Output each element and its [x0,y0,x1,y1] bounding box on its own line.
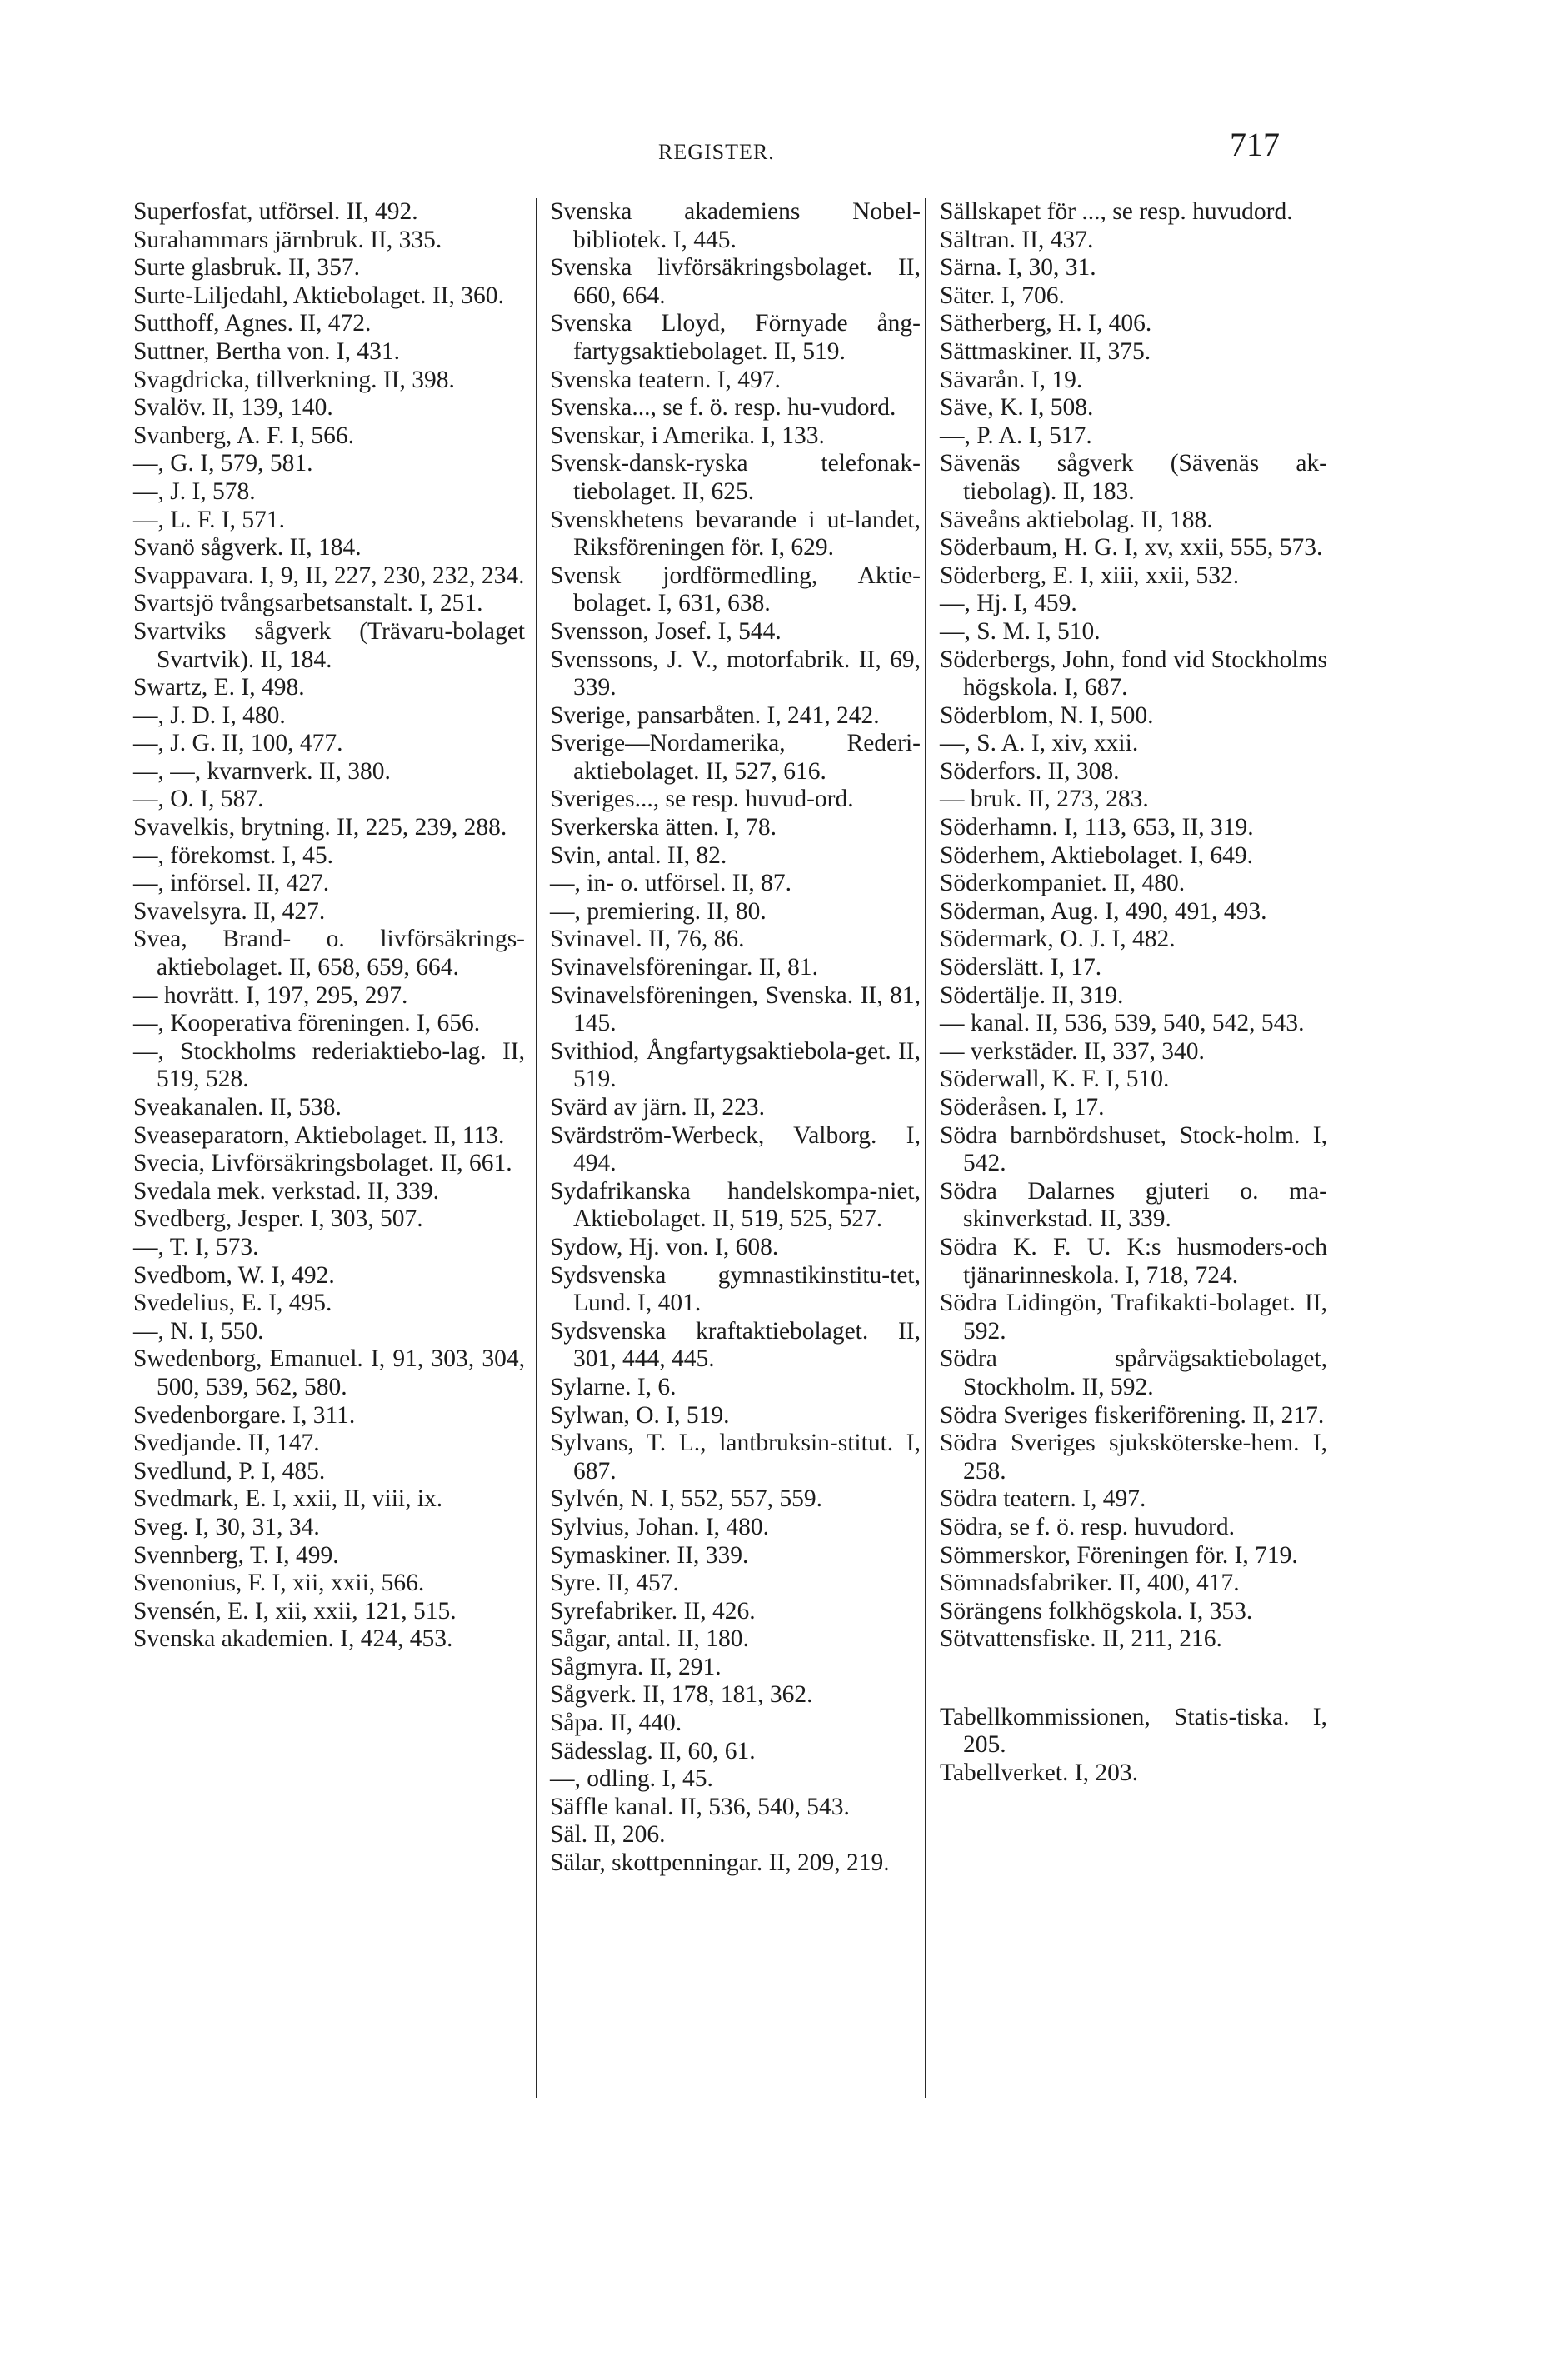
index-entry: Söderwall, K. F. I, 510. [940,1066,1170,1093]
index-entry: Svenska akademien. I, 424, 453. [133,1625,453,1653]
index-entry: Söderåsen. I, 17. [940,1094,1105,1121]
index-entry: Sävarån. I, 19. [940,366,1083,393]
index-entry: Svenssons, J. V., motorfabrik. II, 69, 339. [550,646,921,701]
index-entry: Svin, antal. II, 82. [550,841,727,869]
index-entry: Surte glasbruk. II, 357. [133,254,361,282]
index-entry: —, G. I, 579, 581. [133,450,313,477]
index-entry: Sätherberg, H. I, 406. [940,310,1152,337]
index-entry: Södra Lidingön, Trafikakti-bolaget. II, 592. [940,1290,1327,1345]
index-entry: Svithiod, Ångfartygsaktiebola-get. II, 519. [550,1037,921,1093]
index-entry: —, förekomst. I, 45. [133,841,334,869]
index-entry: Svennberg, T. I, 499. [133,1541,339,1569]
index-entry: Säveåns aktiebolag. II, 188. [940,506,1213,533]
index-entry: Svanberg, A. F. I, 566. [133,422,355,449]
index-entry: Sydsvenska kraftaktiebolaget. II, 301, 444, 445. [550,1317,921,1373]
index-entry: Svagdricka, tillverkning. II, 398. [133,366,455,393]
index-entry: Sylwan, O. I, 519. [550,1401,730,1429]
index-entry: —, J. I, 578. [133,477,256,505]
index-entry: Svärdström-Werbeck, Valborg. I, 494. [550,1121,921,1177]
index-entry: Söderhem, Aktiebolaget. I, 649. [940,841,1254,869]
index-entry: Sverige, pansarbåten. I, 241, 242. [550,701,880,729]
index-entry: — bruk. II, 273, 283. [940,786,1149,813]
index-entry: Surte-Liljedahl, Aktiebolaget. II, 360. [133,282,504,309]
index-entry: Sävenäs sågverk (Sävenäs ak-tiebolag). II, 183. [940,450,1327,505]
index-entry: Sågverk. II, 178, 181, 362. [550,1681,813,1709]
index-entry: Södra teatern. I, 497. [940,1485,1146,1513]
index-entry: Säffle kanal. II, 536, 540, 543. [550,1793,850,1820]
index-entry: —, —, kvarnverk. II, 380. [133,757,391,785]
index-entry: Södra Dalarnes gjuteri o. ma-skinverkstad. II, 339. [940,1177,1327,1233]
index-entry: Svinavelsföreningar. II, 81. [550,954,818,981]
page-number: 717 [1230,126,1280,163]
index-entry: — kanal. II, 536, 539, 540, 542, 543. [940,1010,1305,1037]
index-entry: Surahammars järnbruk. II, 335. [133,226,442,253]
index-entry: Sveaseparatorn, Aktiebolaget. II, 113. [133,1121,505,1149]
index-entry: Sveakanalen. II, 538. [133,1094,342,1121]
running-head: REGISTER. [658,140,775,164]
index-entry: Sveriges..., se resp. huvud-ord. [550,786,854,813]
index-entry: Särna. I, 30, 31. [940,254,1096,282]
index-entry: Sverkerska ätten. I, 78. [550,814,777,841]
index-entry: Söderhamn. I, 113, 653, II, 319. [940,814,1254,841]
index-entry: Sågmyra. II, 291. [550,1653,722,1680]
index-entry: Svenska akademiens Nobel-bibliotek. I, 445. [550,198,921,253]
index-entry: Svinavel. II, 76, 86. [550,926,745,953]
index-entry: Söderbaum, H. G. I, xv, xxii, 555, 573. [940,534,1323,562]
index-entry: Superfosfat, utförsel. II, 492. [133,198,418,225]
index-entry: Söderbergs, John, fond vid Stockholms högskola. I, 687. [940,646,1327,701]
index-entry: Svappavara. I, 9, II, 227, 230, 232, 234. [133,562,525,589]
index-entry: Swedenborg, Emanuel. I, 91, 303, 304, 500, 539, 562, 580. [133,1345,525,1400]
index-entry: Sylvius, Johan. I, 480. [550,1513,770,1540]
index-entry: —, in- o. utförsel. II, 87. [550,870,792,897]
index-entry: Svedberg, Jesper. I, 303, 507. [133,1205,423,1233]
column-divider [536,198,537,2098]
index-entry: Söderman, Aug. I, 490, 491, 493. [940,897,1267,925]
index-entry: —, Stockholms rederiaktiebo-lag. II, 519, 528. [133,1037,525,1093]
index-entry: Svenskhetens bevarande i ut-landet, Riksföreningen för. I, 629. [550,506,921,562]
index-entry: Säter. I, 706. [940,282,1065,309]
index-entry: Svenska Lloyd, Förnyade ång-fartygsaktiebolaget. II, 519. [550,310,921,365]
index-column-2 [550,198,921,1878]
index-entry: —, L. F. I, 571. [133,506,286,533]
index-entry: — hovrätt. I, 197, 295, 297. [133,981,408,1009]
index-entry: Svalöv. II, 139, 140. [133,394,333,422]
index-entry: —, O. I, 587. [133,786,264,813]
index-entry: Söderkompaniet. II, 480. [940,870,1186,897]
index-entry: Svedlund, P. I, 485. [133,1457,326,1485]
index-entry: —, S. M. I, 510. [940,617,1101,645]
index-entry: —, premiering. II, 80. [550,897,767,925]
index-entry: Södermark, O. J. I, 482. [940,926,1176,953]
index-entry: Tabellverket. I, 203. [940,1760,1138,1787]
index-entry: Säl. II, 206. [550,1821,666,1849]
index-entry: Svecia, Livförsäkringsbolaget. II, 661. [133,1150,512,1177]
index-column-3 [940,198,1327,1788]
index-column-1 [133,198,525,1654]
index-entry: Syrefabriker. II, 426. [550,1597,756,1625]
index-entry: Säve, K. I, 508. [940,394,1094,422]
index-entry: Swartz, E. I, 498. [133,674,305,701]
index-entry: Södertälje. II, 319. [940,981,1124,1009]
index-entry: Sömmerskor, Föreningen för. I, 719. [940,1541,1298,1569]
index-entry: Sälar, skottpenningar. II, 209, 219. [550,1849,890,1877]
index-entry: —, införsel. II, 427. [133,870,330,897]
index-entry: Svedmark, E. I, xxii, II, viii, ix. [133,1485,443,1513]
index-entry: Svavelkis, brytning. II, 225, 239, 288. [133,814,507,841]
index-entry: Tabellkommissionen, Statis-tiska. I, 205. [940,1703,1327,1759]
index-entry: Svärd av järn. II, 223. [550,1094,766,1121]
index-entry: Svenska..., se f. ö. resp. hu-vudord. [550,394,896,422]
index-entry: Svensk-dansk-ryska telefonak-tiebolaget. II, 625. [550,450,921,505]
index-entry: Sömnadsfabriker. II, 400, 417. [940,1570,1240,1597]
index-entry: Sällskapet för ..., se resp. huvudord. [940,198,1293,225]
index-entry: —, J. D. I, 480. [133,701,286,729]
index-entry: Sågar, antal. II, 180. [550,1625,749,1653]
index-entry: Sutthoff, Agnes. II, 472. [133,310,372,337]
index-entry: — verkstäder. II, 337, 340. [940,1037,1205,1065]
index-entry: Suttner, Bertha von. I, 431. [133,337,400,365]
index-entry: Svedbom, W. I, 492. [133,1261,335,1289]
index-entry: Sydafrikanska handelskompa-niet, Aktiebolaget. II, 519, 525, 527. [550,1177,921,1233]
index-entry: Sydow, Hj. von. I, 608. [550,1233,779,1260]
index-entry: Svedala mek. verkstad. II, 339. [133,1177,440,1205]
index-entry: Svensson, Josef. I, 544. [550,617,782,645]
index-entry: Södra Sveriges sjuksköterske-hem. I, 258. [940,1430,1327,1485]
index-entry: Södra Sveriges fiskeriförening. II, 217. [940,1401,1325,1429]
index-entry: Södra spårvägsaktiebolaget, Stockholm. II, 592. [940,1345,1327,1400]
index-entry: Södra barnbördshuset, Stock-holm. I, 542. [940,1121,1327,1177]
index-entry: Sylvans, T. L., lantbruksin-stitut. I, 687. [550,1430,921,1485]
index-entry: —, J. G. II, 100, 477. [133,730,343,757]
index-entry: Symaskiner. II, 339. [550,1541,749,1569]
index-entry: —, P. A. I, 517. [940,422,1092,449]
index-entry: Svartviks sågverk (Trävaru-bolaget Svartvik). II, 184. [133,617,525,673]
index-entry: Svedenborgare. I, 311. [133,1401,356,1429]
index-entry: Sylarne. I, 6. [550,1373,677,1400]
index-entry: Sylvén, N. I, 552, 557, 559. [550,1485,822,1513]
index-entry: Sörängens folkhögskola. I, 353. [940,1597,1253,1625]
index-entry: Söderblom, N. I, 500. [940,701,1154,729]
index-entry: Svenska teatern. I, 497. [550,366,781,393]
index-entry: Svenskar, i Amerika. I, 133. [550,422,825,449]
index-entry: Sydsvenska gymnastikinstitu-tet, Lund. I, 401. [550,1261,921,1317]
index-entry: —, Kooperativa föreningen. I, 656. [133,1010,481,1037]
index-entry: Sveg. I, 30, 31, 34. [133,1513,320,1540]
index-entry: —, Hj. I, 459. [940,590,1077,617]
index-entry: Söderberg, E. I, xiii, xxii, 532. [940,562,1240,589]
index-entry: —, odling. I, 45. [550,1765,713,1793]
index-entry: Sverige—Nordamerika, Rederi-aktiebolaget. II, 527, 616. [550,730,921,785]
index-entry: Svea, Brand- o. livförsäkrings-aktiebolaget. II, 658, 659, 664. [133,926,525,981]
index-entry: —, S. A. I, xiv, xxii. [940,730,1139,757]
index-entry: Sättmaskiner. II, 375. [940,337,1151,365]
index-entry: Svedelius, E. I, 495. [133,1290,332,1317]
index-entry: —, N. I, 550. [133,1317,264,1345]
index-entry: Syre. II, 457. [550,1570,679,1597]
index-entry: Svensén, E. I, xii, xxii, 121, 515. [133,1597,457,1625]
index-entry: Sädesslag. II, 60, 61. [550,1737,756,1765]
index-entry: Söderfors. II, 308. [940,757,1120,785]
index-entry: Svensk jordförmedling, Aktie-bolaget. I, 631, 638. [550,562,921,617]
page-header [0,125,1568,175]
index-entry: Svedjande. II, 147. [133,1430,320,1457]
column-divider [925,198,926,2098]
index-entry: Svenonius, F. I, xii, xxii, 566. [133,1570,425,1597]
index-entry: Svinavelsföreningen, Svenska. II, 81, 145. [550,981,921,1037]
index-entry: Såpa. II, 440. [550,1710,682,1737]
index-entry: Svanö sågverk. II, 184. [133,534,362,562]
index-entry: Svavelsyra. II, 427. [133,897,326,925]
index-entry: Sältran. II, 437. [940,226,1094,253]
index-entry: Södra K. F. U. K:s husmoders-och tjänarinneskola. I, 718, 724. [940,1233,1327,1289]
index-entry: Svenska livförsäkringsbolaget. II, 660, 664. [550,254,921,309]
index-entry: Södra, se f. ö. resp. huvudord. [940,1513,1235,1540]
index-entry: Sötvattensfiske. II, 211, 216. [940,1625,1222,1653]
letter-section-gap [940,1654,1327,1704]
index-entry: Svartsjö tvångsarbetsanstalt. I, 251. [133,590,483,617]
index-entry: Söderslätt. I, 17. [940,954,1102,981]
index-entry: —, T. I, 573. [133,1233,259,1260]
